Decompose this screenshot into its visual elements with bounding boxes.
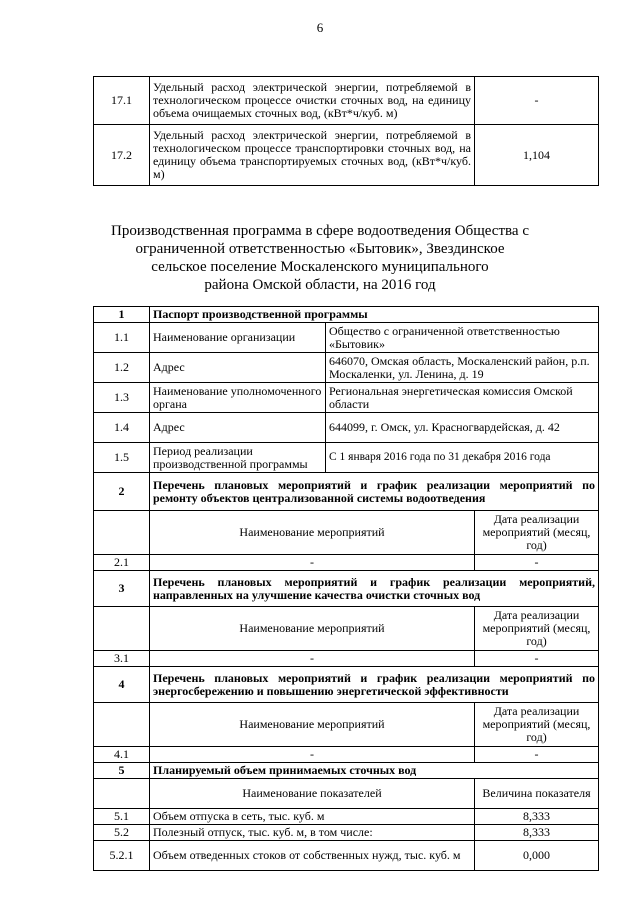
column-header: Наименование мероприятий — [150, 511, 475, 555]
row-number: 5.1 — [94, 809, 150, 825]
passport-value: 644099, г. Омск, ул. Красногвардейская, д. 42 — [326, 413, 599, 443]
table-row — [94, 841, 599, 871]
section-header — [94, 473, 599, 511]
indicator-value: 0,000 — [475, 841, 599, 871]
column-header-row — [94, 607, 599, 651]
section-number: 2 — [94, 473, 150, 511]
passport-label: Адрес — [150, 353, 326, 383]
measure-date: - — [475, 555, 599, 571]
row-number: 2.1 — [94, 555, 150, 571]
empty-cell — [94, 511, 150, 555]
column-header: Дата реализации мероприятий (месяц, год) — [475, 703, 599, 747]
heading-line: сельское поселение Москаленского муниципального — [151, 259, 489, 275]
column-header-row — [94, 703, 599, 747]
measure-date: - — [475, 651, 599, 667]
passport-value: С 1 января 2016 года по 31 декабря 2016 года — [326, 443, 599, 473]
section-number: 3 — [94, 571, 150, 607]
table-row — [94, 651, 599, 667]
measure-date: - — [475, 747, 599, 763]
column-header: Величина показателя — [475, 779, 599, 809]
section-title: Планируемый объем принимаемых сточных вод — [150, 763, 599, 779]
column-header: Наименование показателей — [150, 779, 475, 809]
section-title: Паспорт производственной программы — [150, 307, 599, 323]
passport-value: Общество с ограниченной ответственностью «Бытовик» — [326, 323, 599, 353]
table-row — [94, 747, 599, 763]
indicator-value: 1,104 — [475, 125, 599, 186]
table-row — [94, 353, 599, 383]
table-row — [94, 825, 599, 841]
row-number: 1.2 — [94, 353, 150, 383]
indicator-name: Объем отведенных стоков от собственных нужд, тыс. куб. м — [150, 841, 475, 871]
section-title: Перечень плановых мероприятий и график реализации мероприятий по ремонту объектов централизованной системы водоотведения — [150, 473, 599, 511]
table-row — [94, 323, 599, 353]
indicator-value: 8,333 — [475, 825, 599, 841]
column-header: Наименование мероприятий — [150, 703, 475, 747]
section-title: Перечень плановых мероприятий и график реализации мероприятий, направленных на улучшение качества очистки сточных вод — [150, 571, 599, 607]
row-number: 1.5 — [94, 443, 150, 473]
table-row — [94, 443, 599, 473]
column-header: Дата реализации мероприятий (месяц, год) — [475, 607, 599, 651]
table-row — [94, 125, 599, 186]
indicator-table — [93, 76, 599, 186]
table-row — [94, 809, 599, 825]
indicator-name: Удельный расход электрической энергии, потребляемой в технологическом процессе очистки сточных вод, на единицу объема очищаемых сточных вод, (кВт*ч/куб. м) — [150, 77, 475, 125]
row-number: 3.1 — [94, 651, 150, 667]
row-number: 5.2 — [94, 825, 150, 841]
table-row — [94, 555, 599, 571]
heading-line: Производственная программа в сфере водоотведения Общества с — [111, 223, 529, 239]
column-header: Наименование мероприятий — [150, 607, 475, 651]
empty-cell — [94, 703, 150, 747]
table-row — [94, 77, 599, 125]
row-number: 1.4 — [94, 413, 150, 443]
section-header — [94, 307, 599, 323]
program-heading — [100, 222, 540, 294]
passport-label: Наименование уполномоченного органа — [150, 383, 326, 413]
column-header-row — [94, 779, 599, 809]
passport-label: Адрес — [150, 413, 326, 443]
row-number: 17.2 — [94, 125, 150, 186]
empty-cell — [94, 607, 150, 651]
measure-name: - — [150, 555, 475, 571]
indicator-value: 8,333 — [475, 809, 599, 825]
passport-label: Наименование организации — [150, 323, 326, 353]
section-header — [94, 763, 599, 779]
indicator-name: Полезный отпуск, тыс. куб. м, в том числе: — [150, 825, 475, 841]
row-number: 1.3 — [94, 383, 150, 413]
row-number: 17.1 — [94, 77, 150, 125]
section-header — [94, 571, 599, 607]
table-row — [94, 413, 599, 443]
passport-value: Региональная энергетическая комиссия Омской области — [326, 383, 599, 413]
row-number: 1.1 — [94, 323, 150, 353]
page-number: 6 — [316, 20, 324, 35]
column-header-row — [94, 511, 599, 555]
indicator-name: Удельный расход электрической энергии, потребляемой в технологическом процессе транспортировки сточных вод, на единицу объема транспортируемых сточных вод, (кВт*ч/куб. м) — [150, 125, 475, 186]
measure-name: - — [150, 747, 475, 763]
section-number: 5 — [94, 763, 150, 779]
table-row — [94, 383, 599, 413]
heading-line: района Омской области, на 2016 год — [204, 277, 436, 293]
section-number: 1 — [94, 307, 150, 323]
column-header: Дата реализации мероприятий (месяц, год) — [475, 511, 599, 555]
row-number: 5.2.1 — [94, 841, 150, 871]
indicator-value: - — [475, 77, 599, 125]
heading-line: ограниченной ответственностью «Бытовик», Звездинское — [135, 241, 505, 257]
row-number: 4.1 — [94, 747, 150, 763]
section-title: Перечень плановых мероприятий и график реализации мероприятий по энергосбережению и повышению энергетической эффективности — [150, 667, 599, 703]
section-number: 4 — [94, 667, 150, 703]
program-table — [93, 306, 599, 871]
empty-cell — [94, 779, 150, 809]
indicator-name: Объем отпуска в сеть, тыс. куб. м — [150, 809, 475, 825]
section-header — [94, 667, 599, 703]
passport-label: Период реализации производственной программы — [150, 443, 326, 473]
measure-name: - — [150, 651, 475, 667]
passport-value: 646070, Омская область, Москаленский район, р.п. Москаленки, ул. Ленина, д. 19 — [326, 353, 599, 383]
